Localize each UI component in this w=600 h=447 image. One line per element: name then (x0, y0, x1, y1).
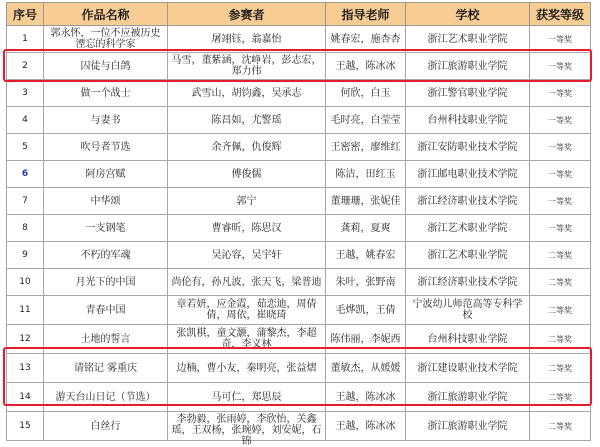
table-row (7, 26, 591, 53)
award-level (530, 161, 591, 188)
school-text: 浙江艺术职业学院 (427, 249, 508, 261)
teachers-text: 王密密，廖维红 (330, 141, 401, 153)
work-title (44, 296, 168, 325)
table-row (7, 296, 591, 325)
work-title-text: 与妻书 (90, 114, 121, 126)
award-level (530, 325, 591, 354)
work-title (44, 242, 168, 269)
row-number (7, 296, 44, 325)
row-number (7, 80, 44, 107)
participants-text: 边楠，曹小友，秦明亮，张益熠 (176, 362, 317, 374)
participants (168, 383, 326, 412)
row-number-text: 13 (19, 362, 31, 373)
school-text: 浙江建设职业技术学院 (417, 362, 518, 374)
table-row (7, 354, 591, 383)
row-number (7, 354, 44, 383)
work-title (44, 325, 168, 354)
teachers-text: 龚莉，夏爽 (340, 222, 391, 234)
award-level-text: 二等奖 (548, 250, 572, 260)
table-row (7, 161, 591, 188)
school (406, 188, 530, 215)
award-level (530, 383, 591, 412)
header-teachers: 指导老师 (326, 3, 406, 26)
school (406, 107, 530, 134)
row-number (7, 325, 44, 354)
award-level (530, 188, 591, 215)
participants-text: 张凯棋，童文灏，蒲黎杰，李超奇，李义林 (176, 328, 317, 350)
teachers (326, 215, 406, 242)
row-number-text: 7 (22, 195, 28, 206)
work-title-text: 中华颂 (90, 195, 121, 207)
teachers (326, 412, 406, 441)
row-number-text: 15 (19, 420, 31, 431)
school (406, 412, 530, 441)
award-level (530, 412, 591, 441)
teachers-text: 毛烨凯，王倩 (335, 304, 396, 316)
participants-text: 马雪，董紫涵，沈峥岩，彭志宏，郑力伟 (171, 55, 322, 77)
school-text: 浙江旅游职业学院 (427, 420, 508, 432)
teachers (326, 325, 406, 354)
row-number-text: 14 (19, 391, 31, 402)
award-level (530, 296, 591, 325)
school (406, 296, 530, 325)
teachers (326, 26, 406, 53)
work-title (44, 412, 168, 441)
row-number (7, 269, 44, 296)
participants (168, 412, 326, 447)
award-level (530, 53, 591, 80)
table-row (7, 53, 591, 80)
participants-text: 李勃毅，张雨婷，李欣怡，关鑫瑶，王双杨，张琬婷，刘安妮，石锦 (171, 414, 322, 447)
header-no: 序号 (7, 3, 44, 26)
work-title-text: 阿房宫赋 (85, 168, 126, 180)
work-title-text: 郭永怀，一位不应被历史湮忘的科学家 (50, 28, 161, 50)
award-level (530, 134, 591, 161)
row-number-text: 10 (19, 276, 31, 287)
row-number-text: 5 (22, 141, 28, 152)
award-level (530, 107, 591, 134)
work-title (44, 107, 168, 134)
teachers (326, 242, 406, 269)
award-level-text: 一等奖 (548, 115, 572, 125)
work-title (44, 80, 168, 107)
table-row (7, 242, 591, 269)
row-number (7, 383, 44, 412)
teachers-text: 王越，陈冰冰 (335, 391, 396, 403)
row-number (7, 107, 44, 134)
school-text: 浙江旅游职业学院 (427, 60, 508, 72)
award-level-text: 二等奖 (548, 392, 572, 402)
work-title (44, 383, 168, 412)
teachers-text: 姚春宏，施杏杏 (330, 33, 401, 45)
row-number (7, 242, 44, 269)
participants (168, 134, 326, 161)
teachers-text: 董珊珊，张妮佳 (330, 195, 401, 207)
school (406, 354, 530, 383)
award-level-text: 一等奖 (548, 61, 572, 71)
table-body (7, 26, 591, 447)
award-table (6, 2, 591, 447)
participants-text: 尚伦有，孙凡波，张天飞，梁普迪 (171, 276, 322, 288)
participants (168, 269, 326, 296)
participants (168, 354, 326, 383)
participants (168, 80, 326, 107)
award-level-text: 一等奖 (548, 223, 572, 233)
participants (168, 188, 326, 215)
teachers-text: 王越，姚春宏 (335, 249, 396, 261)
teachers-text: 王越，陈冰冰 (335, 420, 396, 432)
award-level (530, 26, 591, 53)
row-number-text: 2 (22, 60, 28, 71)
award-level (530, 80, 591, 107)
work-title (44, 188, 168, 215)
row-number (7, 215, 44, 242)
award-level-text: 二等奖 (548, 363, 572, 373)
teachers (326, 107, 406, 134)
school-text: 宁波幼儿师范高等专科学校 (412, 299, 523, 321)
work-title-text: 吹号者节选 (80, 141, 131, 153)
row-number-text: 4 (22, 114, 28, 125)
school (406, 383, 530, 412)
school-text: 浙江旅游职业学院 (427, 391, 508, 403)
work-title-text: 一支钢笔 (85, 222, 126, 234)
work-title (44, 26, 168, 53)
work-title (44, 161, 168, 188)
work-title-text: 月光下的中国 (75, 276, 136, 288)
school-text: 台州科技职业学院 (427, 333, 508, 345)
award-level-text: 一等奖 (548, 196, 572, 206)
header-school: 学校 (406, 3, 530, 26)
teachers (326, 161, 406, 188)
work-title-text: 白丝行 (90, 420, 121, 432)
participants-text: 余齐佩，仇俊辉 (211, 141, 282, 153)
participants-text: 马可仁，郑思辰 (211, 391, 282, 403)
work-title-text: 青春中国 (85, 304, 126, 316)
teachers (326, 188, 406, 215)
participants-text: 傅俊儒 (231, 168, 262, 180)
participants (168, 107, 326, 134)
work-title-text: 不朽的军魂 (80, 249, 131, 261)
participants (168, 325, 326, 354)
work-title (44, 53, 168, 80)
table-header-row (7, 3, 591, 26)
row-number-text: 11 (19, 304, 31, 315)
table-row (7, 107, 591, 134)
school (406, 242, 530, 269)
row-number (7, 26, 44, 53)
work-title (44, 134, 168, 161)
award-level-text: 一等奖 (548, 88, 572, 98)
award-level-text: 一等奖 (548, 34, 572, 44)
teachers-text: 陈洁，田红玉 (335, 168, 396, 180)
participants-text: 屠翊钰，翁嘉怡 (211, 33, 282, 45)
teachers (326, 296, 406, 325)
row-number-text: 9 (22, 249, 28, 260)
row-number-text: 12 (19, 333, 31, 344)
teachers-text: 董敏杰，从媛媛 (330, 362, 401, 374)
school (406, 215, 530, 242)
work-title-text: 土地的誓言 (80, 333, 131, 345)
participants (168, 215, 326, 242)
participants (168, 53, 326, 80)
participants (168, 26, 326, 53)
participants-text: 郭宁 (236, 195, 257, 207)
teachers-text: 陈伟丽，李妮西 (330, 333, 401, 345)
table-row (7, 412, 591, 441)
school-text: 浙江邮电职业技术学院 (417, 168, 518, 180)
header-level: 获奖等级 (530, 3, 591, 26)
award-level-text: 一等奖 (548, 169, 572, 179)
table-row (7, 215, 591, 242)
work-title-text: 请铭记 雾重庆 (73, 362, 138, 374)
school-text: 浙江经济职业技术学院 (417, 276, 518, 288)
teachers (326, 80, 406, 107)
school-text: 浙江艺术职业学院 (427, 222, 508, 234)
school (406, 26, 530, 53)
row-number (7, 134, 44, 161)
school-text: 浙江经济职业技术学院 (417, 195, 518, 207)
teachers-text: 朱叶，张野南 (335, 276, 396, 288)
table-row (7, 80, 591, 107)
school (406, 134, 530, 161)
award-level (530, 242, 591, 269)
row-number (7, 412, 44, 441)
row-number (7, 53, 44, 80)
teachers (326, 53, 406, 80)
participants (168, 296, 326, 325)
table-row (7, 269, 591, 296)
teachers (326, 269, 406, 296)
work-title (44, 269, 168, 296)
participants-text: 陈昌如，尤警瑶 (211, 114, 282, 126)
table-row (7, 325, 591, 354)
work-title (44, 215, 168, 242)
award-level-text: 二等奖 (548, 277, 572, 287)
table-row (7, 188, 591, 215)
school (406, 80, 530, 107)
award-level (530, 269, 591, 296)
work-title-text: 做一个战士 (80, 87, 131, 99)
work-title-text: 囚徒与白鸽 (80, 60, 131, 72)
work-title (44, 354, 168, 383)
participants-text: 武雪山，胡钧鑫，吴承志 (191, 87, 302, 99)
school (406, 269, 530, 296)
teachers (326, 134, 406, 161)
school (406, 53, 530, 80)
award-level-text: 一等奖 (548, 142, 572, 152)
teachers-text: 何欣，白玉 (340, 87, 391, 99)
teachers-text: 王越，陈冰冰 (335, 60, 396, 72)
row-number-text: 1 (22, 33, 28, 44)
award-level-text: 二等奖 (548, 334, 572, 344)
participants (168, 161, 326, 188)
teachers (326, 354, 406, 383)
row-number-text: 6 (21, 168, 29, 179)
row-number-text: 3 (22, 87, 28, 98)
school-text: 浙江警官职业学院 (427, 87, 508, 99)
school-text: 台州科技职业学院 (427, 114, 508, 126)
award-level-text: 二等奖 (548, 421, 572, 431)
school-text: 浙江艺术职业学院 (427, 33, 508, 45)
table-row (7, 134, 591, 161)
award-level (530, 354, 591, 383)
school (406, 325, 530, 354)
participants-text: 吴沁容，吴宇轩 (211, 249, 282, 261)
table-row (7, 383, 591, 412)
school (406, 161, 530, 188)
work-title-text: 游天台山日记（节选） (55, 391, 156, 403)
row-number-text: 8 (22, 222, 28, 233)
participants-text: 曹睿昕，陈思汉 (211, 222, 282, 234)
header-work: 作品名称 (44, 3, 168, 26)
award-level-text: 二等奖 (548, 305, 572, 315)
header-participants: 参赛者 (168, 3, 326, 26)
participants-text: 章若妍，应金霞，茹恋迪，周倩倩，周依，崔晓琦 (176, 299, 317, 321)
row-number (7, 188, 44, 215)
teachers (326, 383, 406, 412)
award-level (530, 215, 591, 242)
school-text: 浙江安防职业技术学院 (417, 141, 518, 153)
row-number (7, 161, 44, 188)
participants (168, 242, 326, 269)
teachers-text: 毛时亮，白莹莹 (330, 114, 401, 126)
